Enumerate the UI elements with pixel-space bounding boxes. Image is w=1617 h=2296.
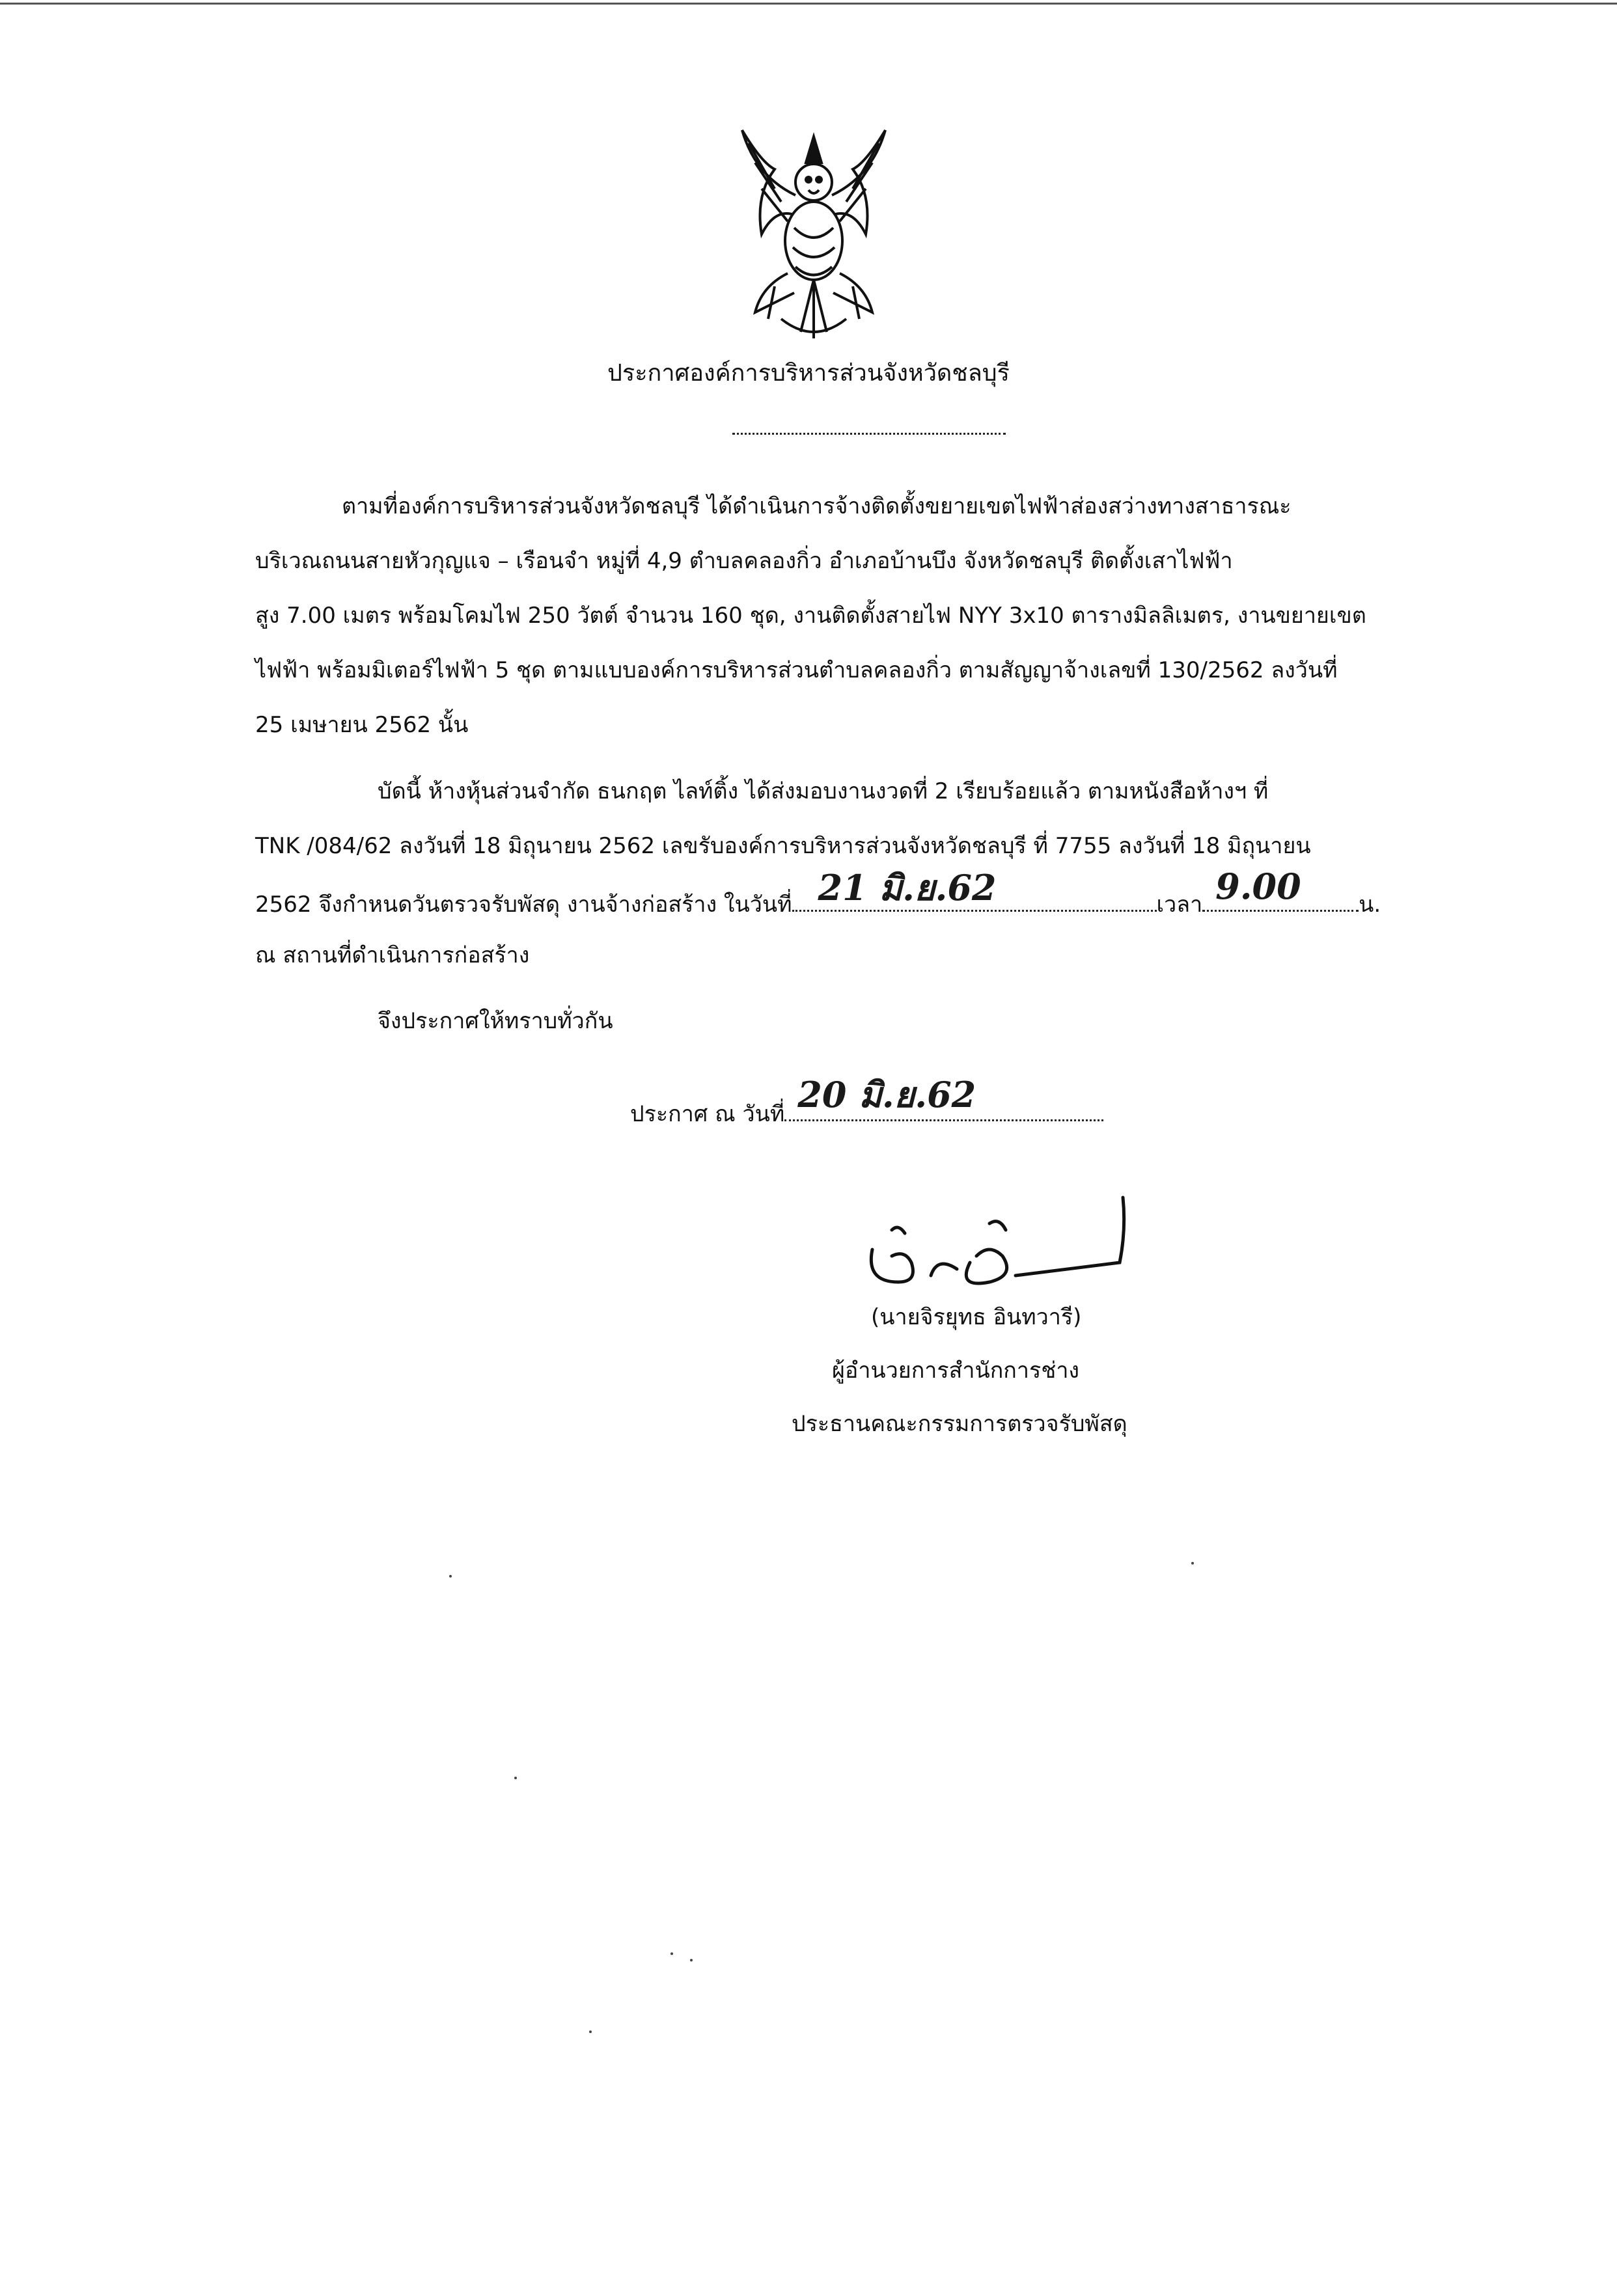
handwritten-signature-icon xyxy=(859,1184,1146,1302)
paragraph1-line3: สูง 7.00 เมตร พร้อมโคมไฟ 250 วัตต์ จำนวน 160 ชุด, งานติดตั้งสายไฟ NYY 3x10 ตารางมิลลิเมตร, งานขยายเขต xyxy=(255,603,1366,629)
garuda-emblem-icon xyxy=(736,124,892,345)
title-dotted-rule xyxy=(732,433,1006,435)
scan-speck xyxy=(690,1959,693,1961)
closing-line: จึงประกาศให้ทราบทั่วกัน xyxy=(378,1008,613,1034)
inspection-date-handwritten: 21 มิ.ย.62 xyxy=(818,867,997,909)
announce-date-field xyxy=(784,1074,1103,1121)
inspection-time-field xyxy=(1202,866,1359,912)
announce-date-line xyxy=(630,1074,1103,1131)
paragraph1-line1: ตามที่องค์การบริหารส่วนจังหวัดชลบุรี ได้ดำเนินการจ้างติดตั้งขยายเขตไฟฟ้าส่องสว่างทางสาธารณะ xyxy=(342,493,1292,519)
signer-position1: ผู้อำนวยการสำนักการช่าง xyxy=(832,1358,1080,1384)
paragraph1-line4: ไฟฟ้า พร้อมมิเตอร์ไฟฟ้า 5 ชุด ตามแบบองค์การบริหารส่วนตำบลคลองกิ่ว ตามสัญญาจ้างเลขที่ 130/2562 ลงวันที่ xyxy=(255,657,1338,683)
document-title: ประกาศองค์การบริหารส่วนจังหวัดชลบุรี xyxy=(607,360,1010,387)
inspection-sentence: 2562 จึงกำหนดวันตรวจรับพัสดุ งานจ้างก่อสร้าง ในวันที่ xyxy=(255,892,792,918)
scan-speck xyxy=(670,1952,673,1955)
paragraph2-line1: บัดนี้ ห้างหุ้นส่วนจำกัด ธนกฤต ไลท์ติ้ง ได้ส่งมอบงานงวดที่ 2 เรียบร้อยแล้ว ตามหนังสือห้างฯ ที่ xyxy=(378,778,1269,804)
scan-speck xyxy=(1191,1562,1194,1565)
inspection-time-handwritten: 9.00 xyxy=(1215,866,1301,907)
paragraph2-line3 xyxy=(255,866,1381,922)
scan-speck xyxy=(589,2030,592,2033)
announce-label: ประกาศ ณ วันที่ xyxy=(630,1101,785,1127)
paragraph1-line2: บริเวณถนนสายหัวกุญแจ – เรือนจำ หมู่ที่ 4,9 ตำบลคลองกิ่ว อำเภอบ้านบึง จังหวัดชลบุรี ติดตั้งเสาไฟฟ้า xyxy=(255,548,1233,574)
scan-edge-line xyxy=(0,3,1617,5)
signer-position2: ประธานคณะกรรมการตรวจรับพัสดุ xyxy=(792,1411,1127,1437)
signer-name: (นายจิรยุทธ อินทวารี) xyxy=(871,1304,1082,1330)
time-label: เวลา xyxy=(1156,892,1203,918)
scan-speck xyxy=(514,1777,517,1779)
paragraph2-line2: TNK /084/62 ลงวันที่ 18 มิถุนายน 2562 เลขรับองค์การบริหารส่วนจังหวัดชลบุรี ที่ 7755 ลงวันที่ 18 มิถุนายน xyxy=(255,833,1311,859)
scan-speck xyxy=(449,1575,452,1578)
announce-date-handwritten: 20 มิ.ย.62 xyxy=(797,1074,976,1115)
paragraph1-line5: 25 เมษายน 2562 นั้น xyxy=(255,712,469,738)
inspection-date-field xyxy=(792,867,1157,912)
paragraph2-line4: ณ สถานที่ดำเนินการก่อสร้าง xyxy=(255,942,530,968)
time-suffix: น. xyxy=(1359,892,1381,918)
